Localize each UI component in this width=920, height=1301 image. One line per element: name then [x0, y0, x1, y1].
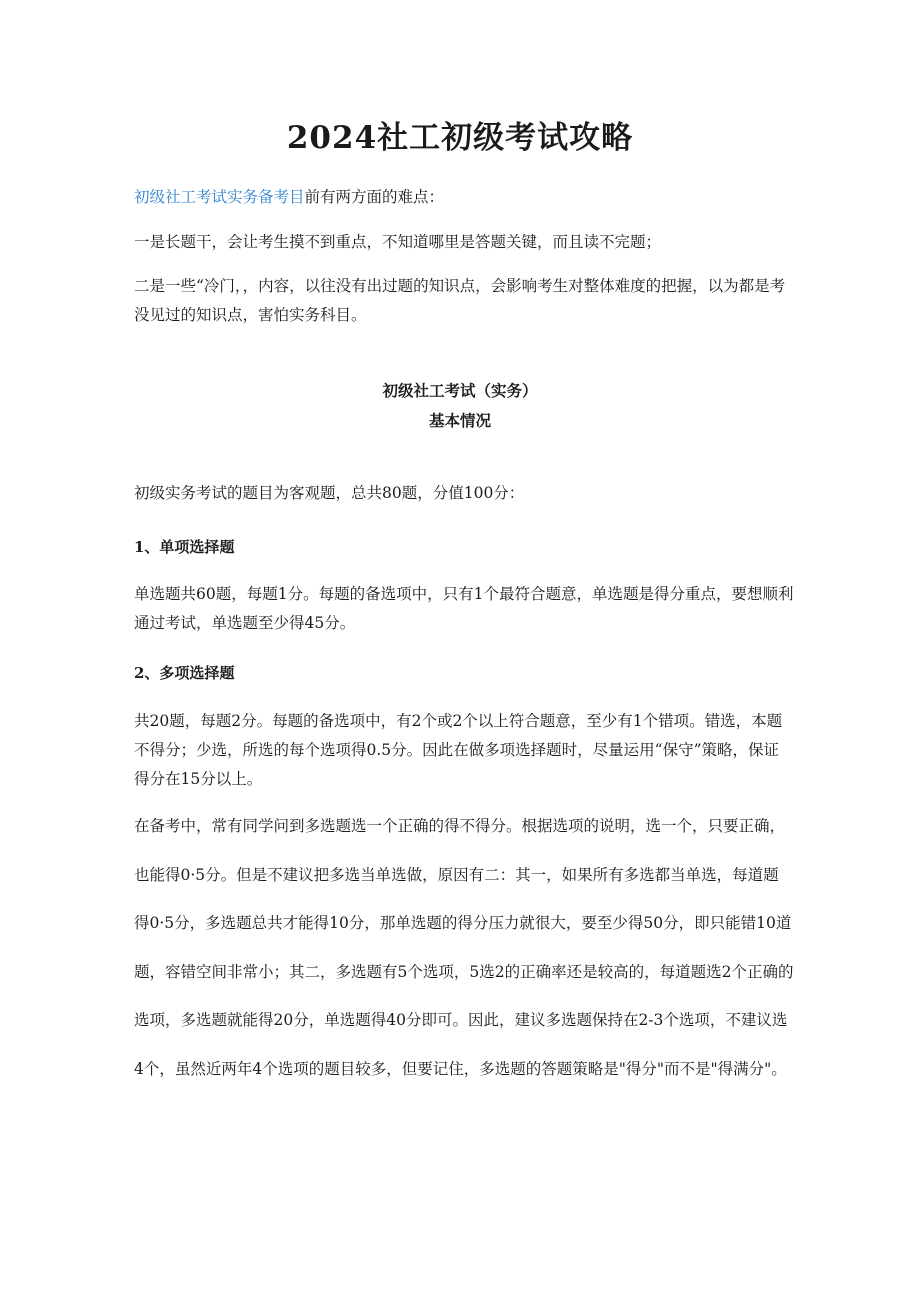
section-multiple-choice-heading: 2、多项选择题 — [134, 664, 235, 682]
subheading-exam: 初级社工考试（实务） — [382, 381, 538, 400]
intro-link[interactable]: 初级社工考试实务备考目 — [134, 188, 305, 206]
closing-paragraph: 在备考中，常有同学问到多选题选一个正确的得不得分。根据选项的说明，选一个，只要正确，也能得0·5分。但是不建议把多选当单选做，原因有二：其一，如果所有多选都当单选，每道题得0·5分，多选题总共才能得10分，那单选题的得分压力就很大，要至少得50分，即只能错10道题，容错空间非常小；其二，多选题有5个选项，5选2的正确率还是较高的，每道题选2个正确的选项，多选题就能得20分，单选题得40分即可。因此，建议多选题保持在2-3个选项，不建议选4个，虽然近两年4个选项的题目较多，但要记住，多选题的答题策略是"得分"而不是"得满分"。 — [134, 817, 794, 1078]
section-single-choice-body: 单选题共60题，每题1分。每题的备选项中，只有1个最符合题意，单选题是得分重点，要想顺利通过考试，单选题至少得45分。 — [134, 585, 794, 632]
overview-paragraph: 初级实务考试的题目为客观题，总共80题，分值100分： — [134, 484, 525, 502]
point-one: 一是长题干，会让考生摸不到重点，不知道哪里是答题关键，而且读不完题； — [134, 233, 662, 251]
section-single-choice-heading: 1、单项选择题 — [134, 538, 235, 556]
section-multiple-choice-body: 共20题，每题2分。每题的备选项中，有2个或2个以上符合题意，至少有1个错项。错选，本题不得分；少选，所选的每个选项得0.5分。因此在做多项选择题时，尽量运用“保守”策略，保证得分在15分以上。 — [134, 712, 783, 788]
intro-text: 前有两方面的难点： — [304, 188, 445, 206]
intro-paragraph — [134, 183, 794, 212]
subheading-basic: 基本情况 — [428, 411, 491, 430]
document-title: 2024社工初级考试攻略 — [286, 120, 634, 156]
point-two: 二是一些“冷门，，内容，以往没有出过题的知识点，会影响考生对整体难度的把握，以为都是考没见过的知识点，害怕实务科目。 — [134, 277, 786, 324]
